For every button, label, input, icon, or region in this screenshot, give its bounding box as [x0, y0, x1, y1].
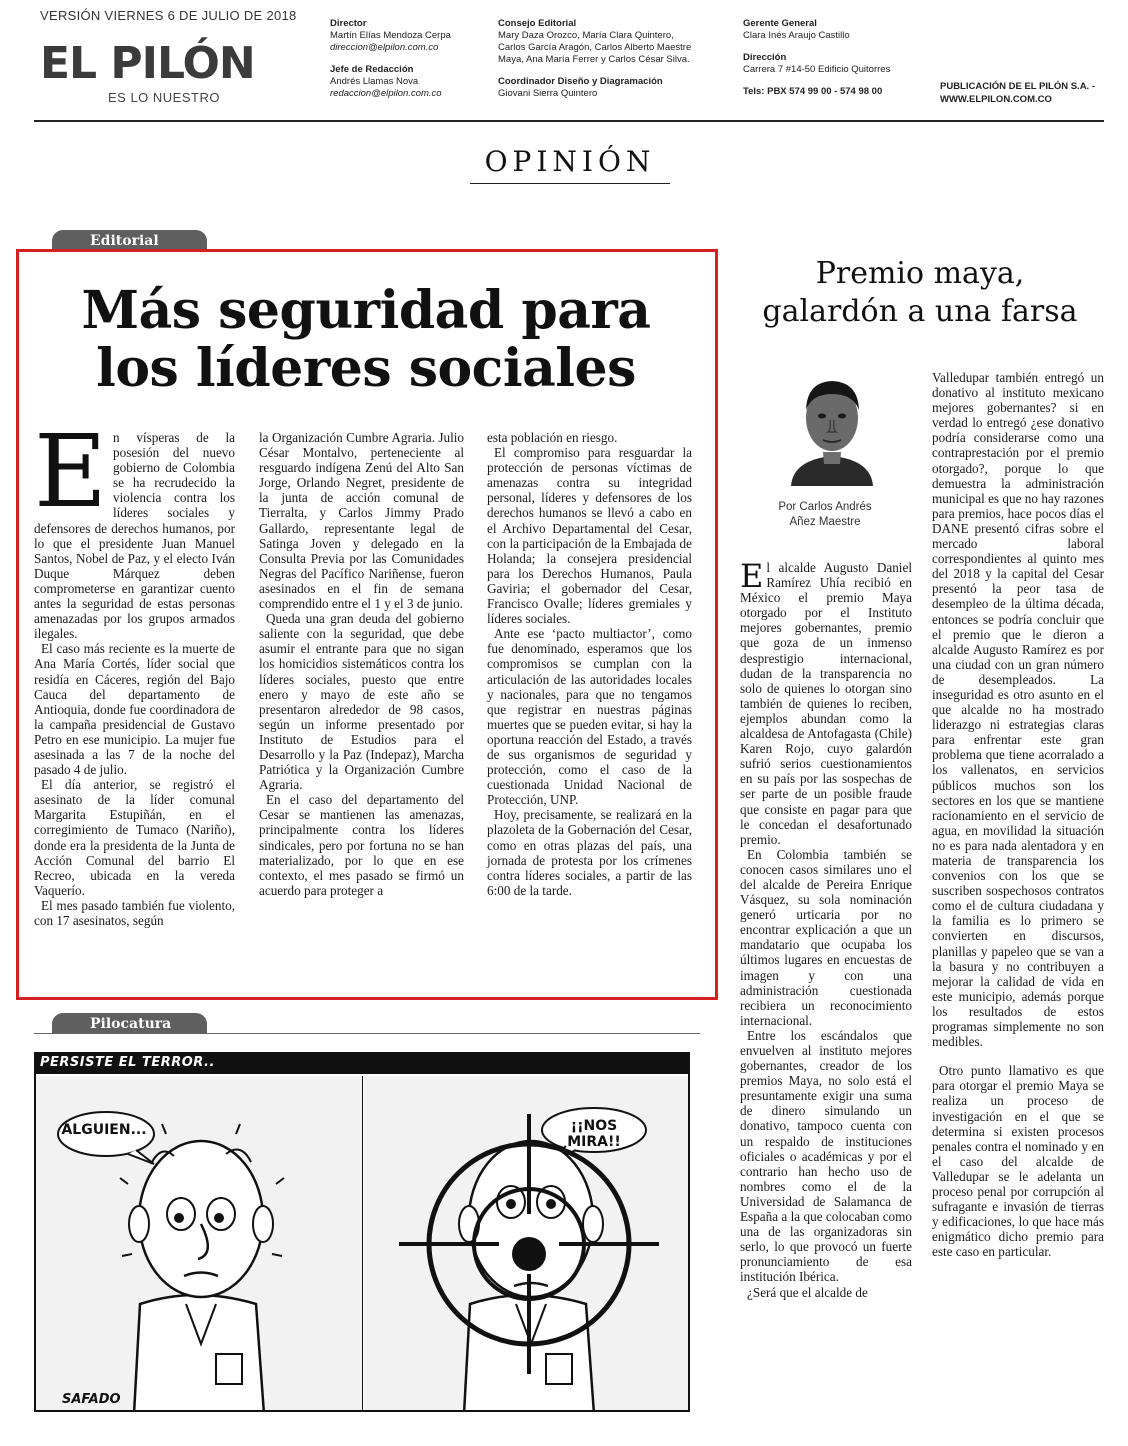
cartoon-illustration: [36, 1054, 690, 1412]
phone-numbers: Tels: PBX 574 99 00 - 574 98 00: [743, 86, 883, 97]
drop-cap: E: [740, 557, 764, 595]
jefe-label: Jefe de Redacción: [330, 64, 414, 75]
cartoonist-signature: SAFADO: [62, 1392, 121, 1407]
headline-line: los líderes sociales: [96, 338, 636, 399]
coord-name: Giovani Sierra Quintero: [498, 88, 598, 99]
paragraph: El caso más reciente es la muerte de Ana María Cortés, líder social que residía en Cáceres, región del Bajo Cauca del departamento de Antioquia, donde fue coordinadora de la campaña presidencial de Gustavo Petro en ese municipio. La mujer fue asesinada a las 7 de la noche del pasado 4 de julio.: [34, 641, 235, 778]
publisher-info: [940, 80, 1095, 106]
paragraph: En el caso del departamento del Cesar se mantienen las amenazas, principalmente contra los líderes sindicales, pero por fortuna no se han materializado, por lo que en ese contexto, el mes pasado se firmó un acuerdo para proteger a: [259, 792, 464, 898]
staff-gerencia: [743, 18, 890, 98]
consejo-label: Consejo Editorial: [498, 18, 577, 29]
paragraph: Ante ese ‘pacto multiactor’, como fue denominado, esperamos que los compromisos se cumplan con la articulación de las autoridades locales y nacionales, para que no tengamos que registrar en nuestras páginas muertes que se pueden evitar, si hay la oportuna reacción del Estado, a través de sus organismos de seguridad y protección, como el caso de la cuestionada Unidad Nacional de Protección, UNP.: [487, 626, 692, 808]
editorial-column-2: [259, 430, 464, 898]
opinion-headline: [730, 255, 1110, 331]
paragraph: El compromiso para resguardar la protección de personas víctimas de amenazas contra su integridad personal, líderes y defensores de los derechos humanos se llevó a cabo en el Archivo Departamental del Cesar, con la participación de la Embajada de Holanda; la consejera presidencial para los Derechos Humanos, Paula Gaviria; el gobernador del Cesar, Francisco Ovalle; líderes gremiales y líderes sociales.: [487, 445, 692, 627]
byline-line: Añez Maestre: [789, 516, 861, 528]
consejo-line: Maya, Ana María Ferrer y Carlos César Silva.: [498, 54, 690, 65]
paragraph: ¿Será que el alcalde de: [747, 1284, 868, 1300]
paragraph: n vísperas de la posesión del nuevo gobierno de Colombia se ha recrudecido la violencia contra los líderes sociales y defensores de derechos humanos, por lo que el presidente Juan Manuel Santos, Nobel de Paz, y el electo Iván Duque Márquez deben comprometerse en garantizar cuento antes la seguridad de estas personas amenazadas por los grupos armados ilegales.: [34, 430, 235, 642]
speech-bubble-right: ¡¡NOS MIRA!!: [567, 1118, 621, 1150]
editorial-tab: Editorial: [52, 230, 207, 251]
pilocatura-tab: Pilocatura: [52, 1013, 207, 1034]
gerente-name: Clara Inés Araujo Castillo: [743, 30, 850, 41]
publisher-line: PUBLICACIÓN DE EL PILÓN S.A. -: [940, 81, 1096, 92]
staff-consejo: [498, 18, 691, 100]
opinion-column-1: [740, 557, 912, 1300]
coord-label: Coordinador Diseño y Diagramación: [498, 76, 663, 87]
publisher-website[interactable]: WWW.ELPILON.COM.CO: [940, 94, 1052, 105]
jefe-email: redaccion@elpilon.com.co: [330, 88, 442, 99]
director-email: direccion@elpilon.com.co: [330, 42, 439, 53]
section-title: OPINIÓN: [484, 145, 656, 178]
speech-bubble-left: ALGUIEN...: [61, 1122, 147, 1138]
director-label: Director: [330, 18, 367, 29]
editorial-column-3: [487, 430, 692, 898]
consejo-line: Carlos García Aragón, Carlos Alberto Maestre: [498, 42, 692, 53]
director-name: Martín Elías Mendoza Cerpa: [330, 30, 451, 41]
direccion-label: Dirección: [743, 52, 787, 63]
staff-director: [330, 18, 451, 100]
paragraph: Queda una gran deuda del gobierno saliente con la seguridad, que debe asumir el entrante para que no sigan los homicidios sistemáticos contra los líderes sociales, puesto que entre enero y mayo de este año se presentaron alrededor de 98 casos, según un informe presentado por Instituto de Estudios para el Desarrollo y la Paz (Indepaz), Marcha Patriótica y la Organización Cumbre Agraria.: [259, 611, 464, 793]
paragraph: la Organización Cumbre Agraria. Julio César Montalvo, perteneciente al resguardo indígena Zenú del Alto San Jorge, Orlando Negret, presidente de la junta de acción comunal de Tierralta, y Carlos Jimmy Prado Gallardo, representante legal de Satinga Joven y delegado en la Consulta Previa por las Comunidades Negras del Pacífico Nariñense, fueron asesinados en el fin de semana comprendido entre el 1 y el 3 de junio.: [259, 430, 464, 612]
edition-date: VERSIÓN VIERNES 6 DE JULIO DE 2018: [40, 8, 297, 23]
direccion-value: Carrera 7 #14-50 Edificio Quitorres: [743, 64, 891, 75]
paragraph: El mes pasado también fue violento, con 17 asesinatos, según: [34, 897, 235, 928]
gerente-label: Gerente General: [743, 18, 817, 29]
opinion-column-2: [932, 370, 1104, 1259]
section-underline: [470, 183, 670, 184]
cartoon-frame: [34, 1052, 690, 1412]
paragraph: l alcalde Augusto Daniel Ramírez Uhía recibió en México el premio Maya otorgado por el Instituto mejores gobernantes, premio que goza de un inmenso desprestigio internacional, dudan de la transparencia no solo de quienes lo otorgan sino también de quienes lo reciben, ejemplos abundan como la alcaldesa de Antofagasta (Chile) Karen Rojo, cuyo galardón sufrió serios cuestionamientos en su país por las sospechas de ser parte de un posible fraude que consiste en pagar para que le concedan el desafortunado premio.: [740, 560, 912, 847]
newspaper-logo: EL PILÓN: [40, 38, 255, 89]
masthead-rule: [34, 120, 1104, 122]
tagline: ES LO NUESTRO: [108, 90, 220, 105]
headline-line: Más seguridad para: [81, 280, 651, 341]
headline-line: galardón a una farsa: [762, 294, 1078, 329]
editorial-column-1: [34, 413, 235, 928]
paragraph: Otro punto llamativo es que para otorgar el premio Maya se realiza un proceso de investigación en el que se determina si existen procesos penales contra el nominado y en el caso del alcalde de Valledupar se le adelanta un proceso penal por corrupción al sufragante e invasión de tierras y edificaciones, lo que hace más enigmático dicho premio para este caso en particular.: [932, 1063, 1104, 1260]
paragraph: Hoy, precisamente, se realizará en la plazoleta de la Gobernación del Cesar, como en otras plazas del país, una jornada de protesta por los crímenes contra líderes sociales, a partir de las 6:00 de la tarde.: [487, 807, 692, 898]
byline-line: Por Carlos Andrés: [778, 501, 872, 513]
consejo-line: Mary Daza Orozco, María Clara Quintero,: [498, 30, 674, 41]
headline-line: Premio maya,: [815, 256, 1025, 291]
paragraph: Valledupar también entregó un donativo al instituto mexicano mejores gobernantes? si en verdad lo entregó ¿ese donativo podría considerarse como una contraprestación por el premio otorgado?, porque lo que demuestra la administración municipal es que no hay razones para premios, hace pocos días el DANE presentó cifras sobre el mercado laboral correspondientes al quinto mes del 2018 y la capital del Cesar presentó la peor tasa de desempleo de la última década, entonces se podría concluir que el premio que le dieron a alcalde Augusto Ramírez es por una ciudad con un gran número de desempleados. La inseguridad es otro asunto en el que alcalde no ha mostrado liderazgo ni estrategias claras para enfrentar este gran problema que tiene acorralado a los vallenatos, en servicios públicos muchos son los sectores en los que se mantiene racionamiento en el servicio de agua, en movilidad la situación no es para nada alentadora y en materia de transparencia los convenios con los que se suscriben sospechosos contratos como el de cultura ciudadana y la familia es lo primero se convierten en discursos, planillas y papeleo que se van a la basura y no contribuyen a mejorar la calidad de vida en este municipio, además porque los resultados de estos programas simplemente no son medibles.: [932, 370, 1104, 1050]
paragraph: En Colombia también se conocen casos similares uno el del alcalde de Pereira Enrique Vásquez, su sola nominación generó urticaria por no encontrar explicación a que un mandatario que ocupaba los últimos lugares en encuestas de imagen y con una administración cuestionada recibiera un reconocimiento internacional.: [740, 846, 912, 1028]
editorial-headline: [30, 282, 702, 398]
paragraph: esta población en riesgo.: [487, 430, 618, 445]
paragraph: El día anterior, se registró el asesinato de la líder comunal Margarita Estupiñán, en el corregimiento de Tumaco (Nariño), donde era la presidenta de la Junta de Acción Comunal del barrio El Recreo, ubicada en la vereda Vaquerío.: [34, 777, 235, 898]
jefe-name: Andrés Llamas Nova: [330, 76, 419, 87]
drop-cap: E: [34, 413, 107, 530]
author-photo: [783, 368, 881, 486]
pilocatura-tab-rule: [34, 1033, 700, 1034]
paragraph: Entre los escándalos que envuelven al instituto mejores gobernantes, creador de los premios Maya, no solo está el presuntamente exigir una suma de dinero simulando un donativo, tampoco cuenta con un respaldo de instituciones oficiales o académicas y por el contrario han hecho uso de nombres como el de la Universidad de Salamanca de España a la que colocaban como una de las organizadoras sin serlo, lo que provocó un fuerte pronunciamiento de esa institución Ibérica.: [740, 1027, 912, 1285]
author-byline: [750, 500, 900, 530]
cartoon-title: PERSISTE EL TERROR..: [40, 1055, 215, 1070]
